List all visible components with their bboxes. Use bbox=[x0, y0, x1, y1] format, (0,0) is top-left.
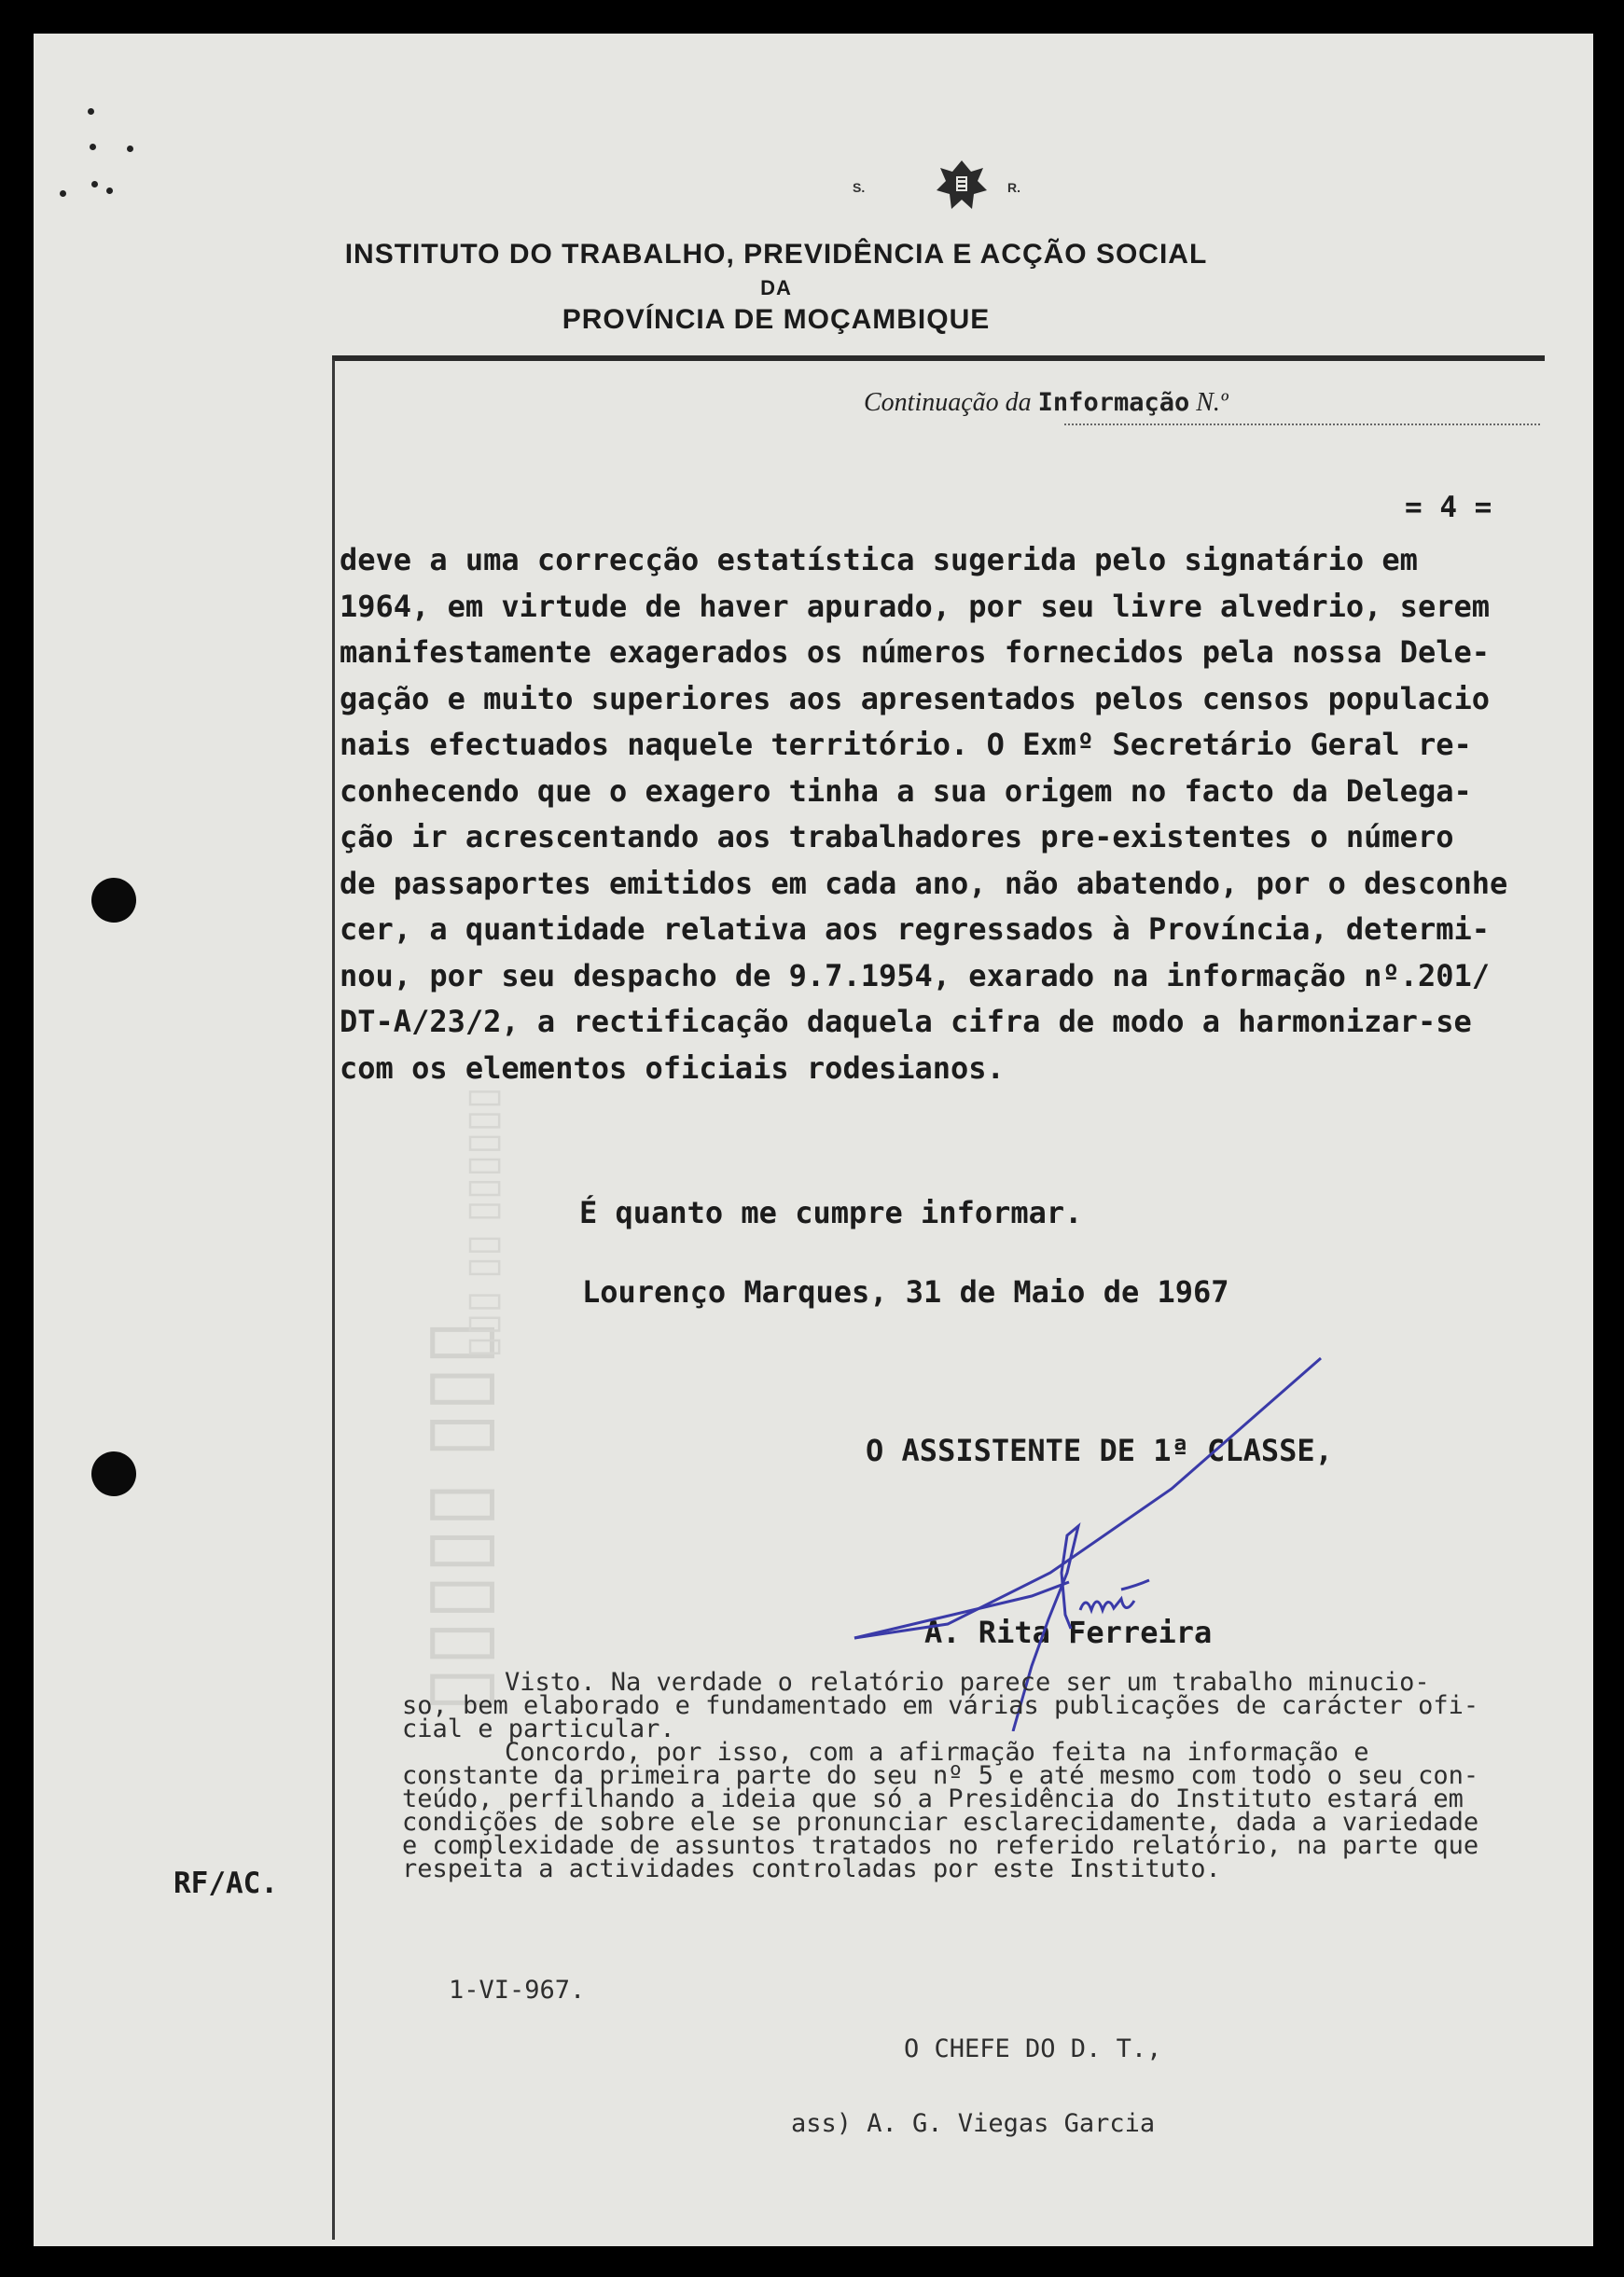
body-line: nou, por seu despacho de 9.7.1954, exarado na informação nº.201/ bbox=[340, 957, 1490, 993]
visto-line: teúdo, perfilhando a ideia que só a Presidência do Instituto estará em bbox=[402, 1784, 1464, 1813]
body-line: manifestamente exagerados os números fornecidos pela nossa Dele- bbox=[340, 634, 1490, 670]
header-sr-right: R. bbox=[1007, 180, 1020, 195]
visto-line: e complexidade de assuntos tratados no referido relatório, na parte que bbox=[402, 1831, 1479, 1860]
institution-name: INSTITUTO DO TRABALHO, PREVIDÊNCIA E ACÇÃO SOCIAL bbox=[344, 239, 1208, 270]
header-sr-left: S. bbox=[853, 180, 866, 195]
visto-line: cial e particular. bbox=[402, 1715, 675, 1743]
body-line: conhecendo que o exagero tinha a sua origem no facto da Delega- bbox=[340, 772, 1472, 809]
body-line: de passaportes emitidos em cada ano, não abatendo, por o desconhe bbox=[340, 865, 1508, 901]
body-line: cer, a quantidade relativa aos regressados à Província, determi- bbox=[340, 911, 1490, 947]
signatory-title: O ASSISTENTE DE 1ª CLASSE, bbox=[866, 1433, 1333, 1468]
header-connector: DA bbox=[760, 276, 792, 299]
chief-signature: ass) A. G. Viegas Garcia bbox=[791, 2109, 1156, 2138]
place-and-date: Lourenço Marques, 31 de Maio de 1967 bbox=[582, 1274, 1229, 1310]
header-rule bbox=[332, 355, 1545, 361]
watermark: ▯▯▯▯▯ ▯▯▯ bbox=[409, 1319, 503, 1713]
speck bbox=[91, 181, 98, 187]
continuation-dotted-line bbox=[1064, 423, 1540, 425]
continuation-line bbox=[864, 388, 1228, 418]
margin-rule bbox=[332, 360, 335, 2240]
speck bbox=[90, 144, 96, 150]
body-line: DT-A/23/2, a rectificação daquela cifra de modo a harmonizar-se bbox=[340, 1004, 1472, 1039]
continuation-prefix: Continuação da bbox=[864, 388, 1032, 417]
coat-of-arms-icon bbox=[929, 153, 994, 218]
visto-line: condições de sobre ele se pronunciar esclarecidamente, dada a variedade bbox=[402, 1808, 1479, 1837]
margin-reference: RF/AC. bbox=[174, 1867, 278, 1900]
visto-paragraph bbox=[351, 1668, 1479, 1883]
watermark-small: ▯▯▯ ▯▯ ▯▯▯▯▯▯ bbox=[459, 1087, 505, 1358]
body-line: ção ir acrescentando aos trabalhadores pre-existentes o número bbox=[340, 819, 1454, 854]
punch-hole-bottom bbox=[91, 1451, 136, 1496]
visto-line: so, bem elaborado e fundamentado em várias publicações de carácter ofi- bbox=[402, 1691, 1479, 1720]
visto-line: Concordo, por isso, com a afirmação feita na informação e bbox=[505, 1738, 1369, 1767]
signatory-name: A. Rita Ferreira bbox=[924, 1615, 1213, 1650]
visto-line: Visto. Na verdade o relatório parece ser um trabalho minucio- bbox=[505, 1668, 1430, 1697]
document-page bbox=[34, 34, 1593, 2246]
continuation-suffix: N.º bbox=[1196, 388, 1228, 417]
page-number: = 4 = bbox=[1405, 491, 1492, 524]
body-line: gação e muito superiores aos apresentados pelos censos populacio bbox=[340, 680, 1490, 716]
chief-title: O CHEFE DO D. T., bbox=[904, 2034, 1162, 2063]
visto-date: 1-VI-967. bbox=[449, 1976, 586, 2005]
speck bbox=[88, 108, 94, 115]
body-line: deve a uma correcção estatística sugerida pelo signatário em bbox=[340, 542, 1418, 577]
speck bbox=[106, 187, 113, 194]
province-name: PROVÍNCIA DE MOÇAMBIQUE bbox=[562, 304, 991, 335]
continuation-typed: Informação bbox=[1037, 388, 1190, 417]
body-text bbox=[340, 537, 1571, 1091]
body-line: com os elementos oficiais rodesianos. bbox=[340, 1049, 1005, 1086]
body-line: 1964, em virtude de haver apurado, por seu livre alvedrio, serem bbox=[340, 588, 1490, 624]
punch-hole-top bbox=[91, 878, 136, 923]
visto-line: constante da primeira parte do seu nº 5 e até mesmo com todo o seu con- bbox=[402, 1761, 1479, 1790]
speck bbox=[127, 146, 133, 152]
closing-statement: É quanto me cumpre informar. bbox=[579, 1195, 1083, 1230]
body-line: nais efectuados naquele território. O Exmº Secretário Geral re- bbox=[340, 727, 1472, 762]
visto-line: respeita a actividades controladas por este Instituto. bbox=[402, 1854, 1221, 1883]
speck bbox=[60, 190, 66, 197]
